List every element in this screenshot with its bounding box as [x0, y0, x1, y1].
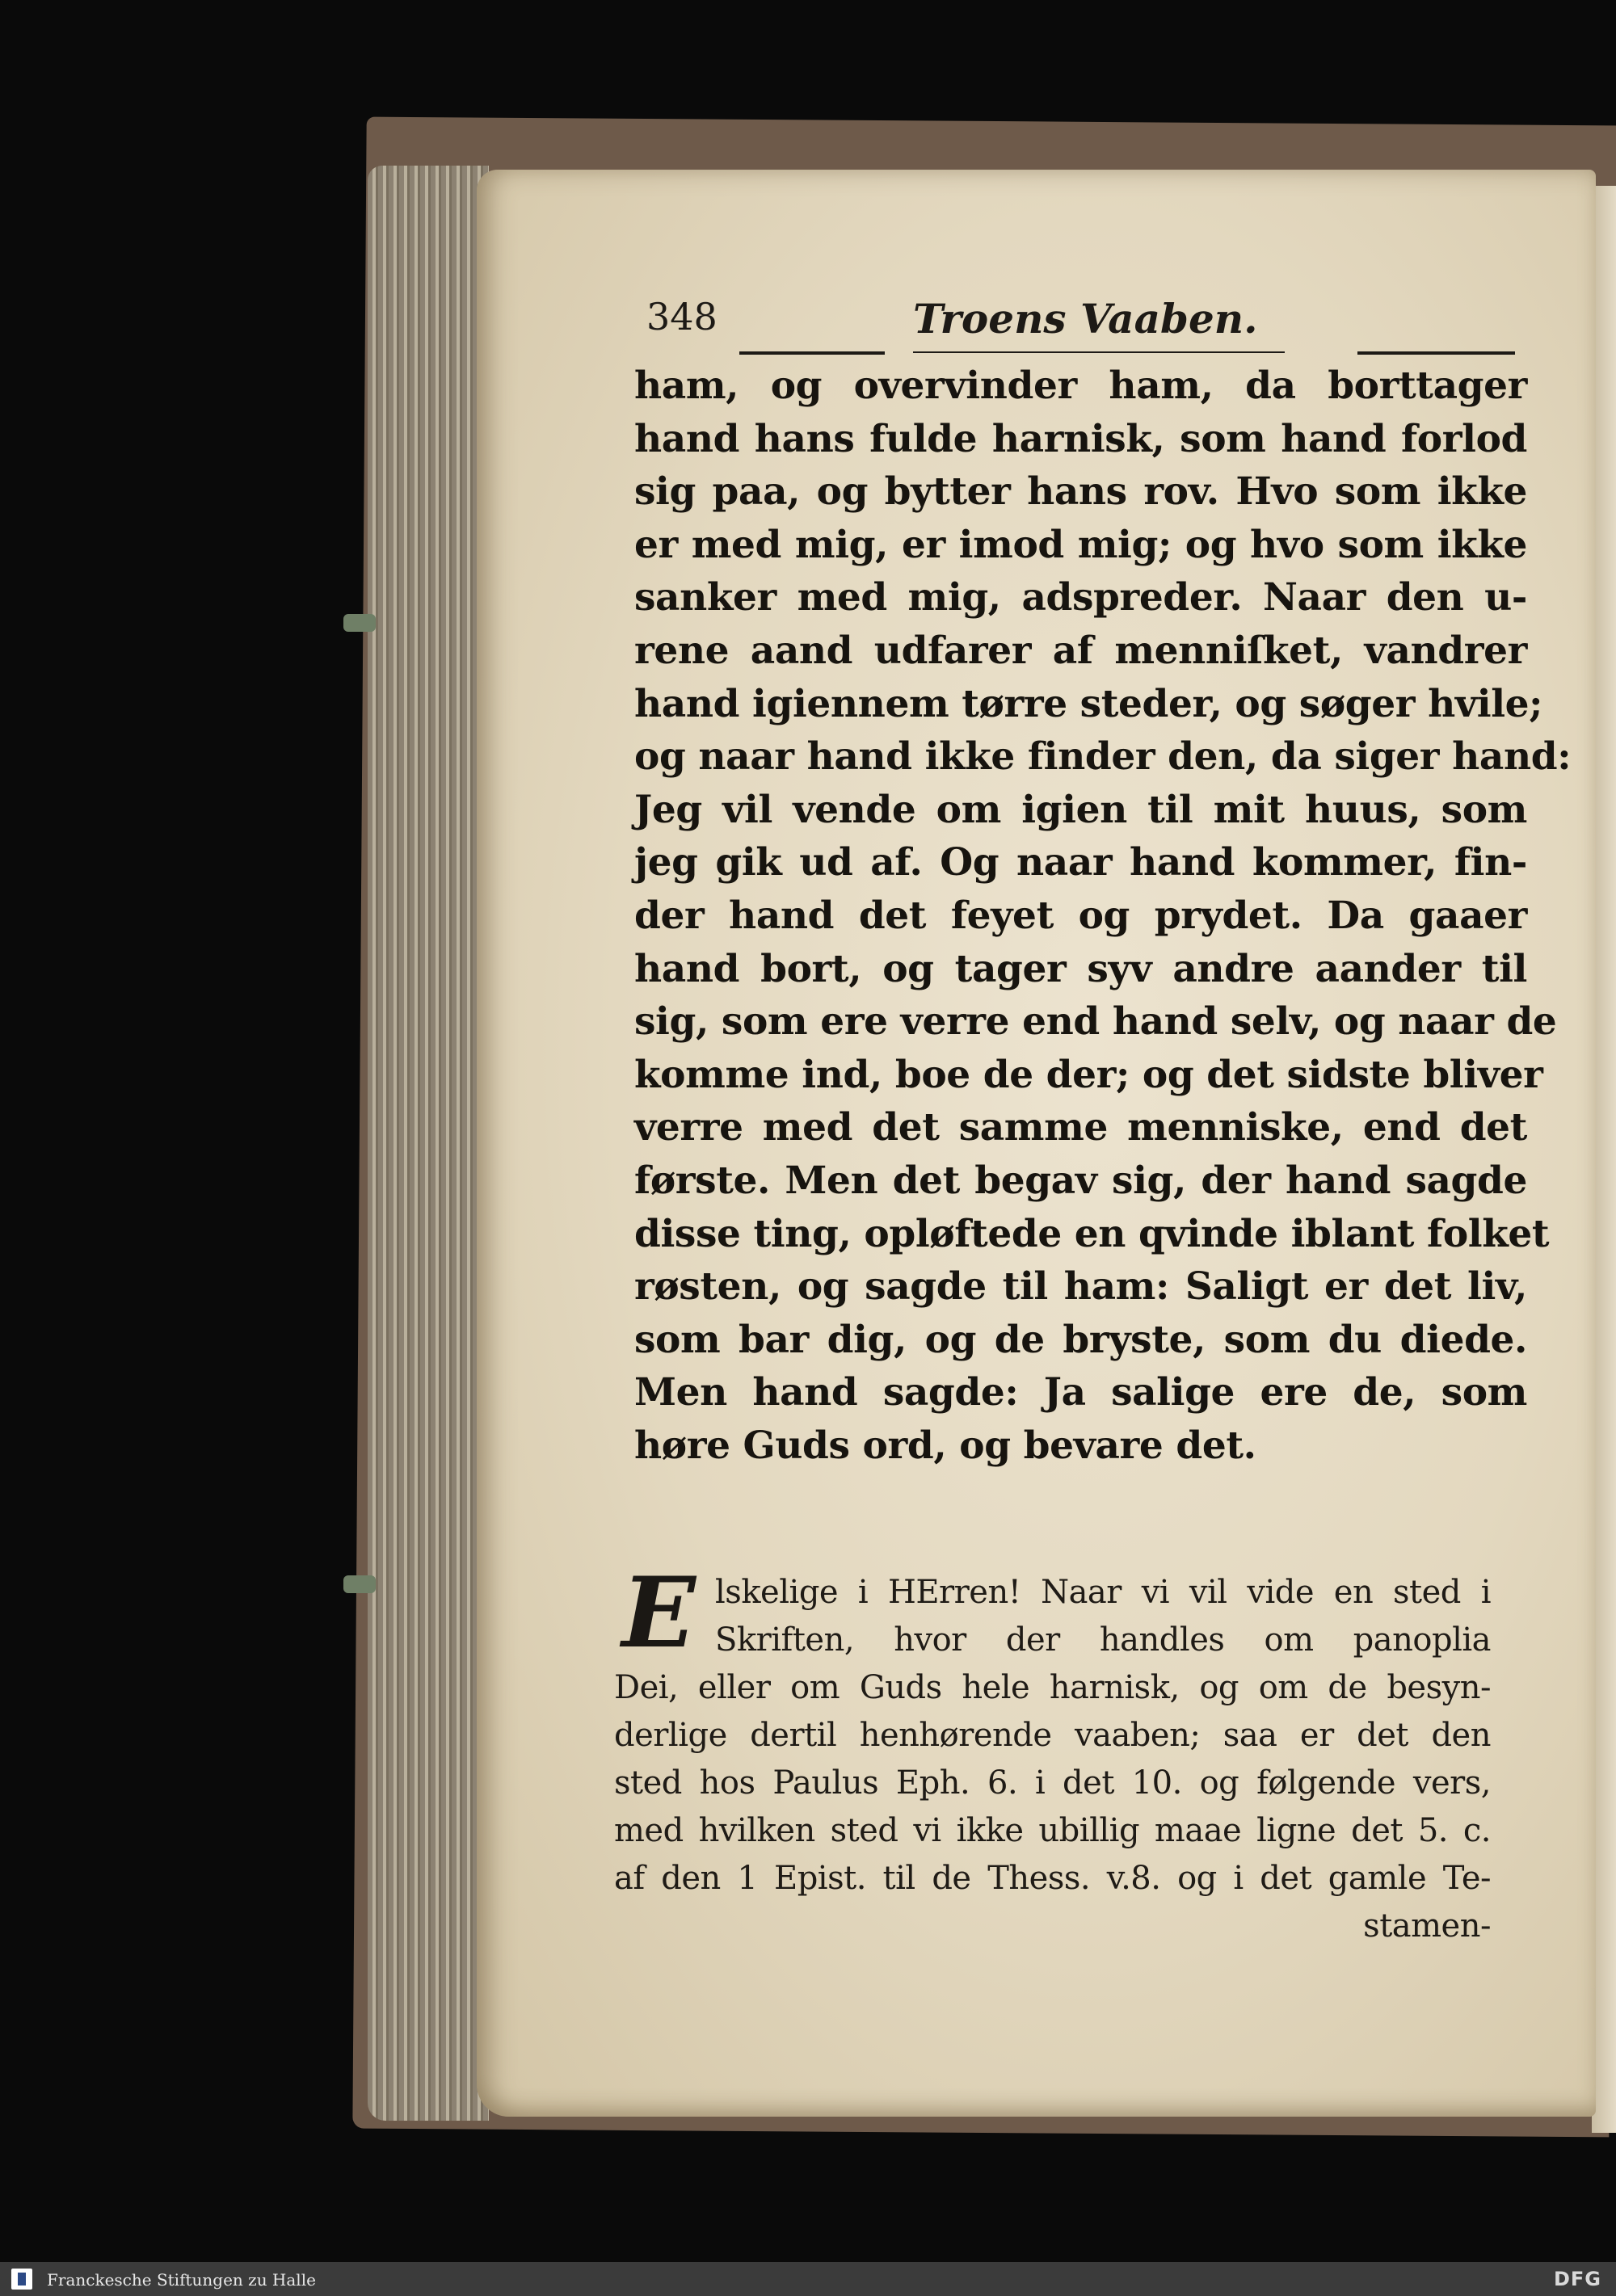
commentary-text — [614, 1556, 1491, 1950]
commentary-line: af den 1 Epist. til de Thess. v.8. og i det gamle Te- — [614, 1860, 1491, 1897]
page-number: 348 — [646, 295, 718, 339]
commentary-line: med hvilken sted vi ikke ubillig maae ligne det 5. c. — [614, 1812, 1491, 1849]
running-title: Troens Vaaben. — [913, 295, 1258, 343]
scripture-line: er med mig, er imod mig; og hvo som ikke — [634, 522, 1527, 567]
commentary-line: lskelige i HErren! Naar vi vil vide en sted i — [715, 1574, 1491, 1611]
commentary-line: Skriften, hvor der handles om panoplia — [715, 1621, 1491, 1659]
scripture-line: og naar hand ikke finder den, da siger hand: — [634, 734, 1572, 780]
scripture-line: hand igiennem tørre steder, og søger hvile; — [634, 681, 1543, 726]
scripture-line: rene aand udfarer af menniſket, vandrer — [634, 628, 1527, 673]
scripture-line: ham, og overvinder ham, da borttager — [634, 364, 1527, 408]
scripture-line: hand hans fulde harnisk, som hand forlod — [634, 416, 1527, 461]
institution-name[interactable]: Franckesche Stiftungen zu Halle — [47, 2270, 316, 2290]
scripture-line: disse ting, opløftede en qvinde iblant folket — [634, 1211, 1550, 1256]
scripture-line: Men hand sagde: Ja salige ere de, som — [634, 1370, 1527, 1415]
scripture-line: der hand det feyet og prydet. Da gaaer — [634, 893, 1527, 938]
scripture-line: høre Guds ord, og bevare det. — [634, 1423, 1256, 1468]
dfg-logo[interactable]: DFG — [1553, 2268, 1601, 2290]
drop-cap: E — [621, 1556, 696, 1670]
scripture-text — [634, 360, 1572, 1472]
scripture-line: røsten, og sagde til ham: Saligt er det liv, — [634, 1264, 1527, 1310]
header-rule — [739, 351, 885, 355]
header-rule — [913, 351, 1285, 353]
scripture-line: jeg gik ud af. Og naar hand kommer, fin- — [634, 840, 1527, 885]
scripture-line: sanker med mig, adspreder. Naar den u- — [634, 575, 1527, 620]
scripture-line: første. Men det begav sig, der hand sagde — [634, 1158, 1527, 1203]
commentary-line: sted hos Paulus Eph. 6. i det 10. og følgende vers, — [614, 1764, 1491, 1802]
scripture-line: sig paa, og bytter hans rov. Hvo som ikke — [634, 469, 1527, 515]
scripture-line: sig, som ere verre end hand selv, og naar de — [634, 999, 1557, 1045]
institution-logo-icon[interactable] — [11, 2269, 32, 2290]
page-edges — [368, 166, 489, 2121]
commentary-line: Dei, eller om Guds hele harnisk, og om de besyn- — [614, 1669, 1491, 1706]
scripture-line: Jeg vil vende om igien til mit huus, som — [634, 787, 1527, 832]
commentary-line: derlige dertil henhørende vaaben; saa er det den — [614, 1717, 1491, 1754]
page-header — [646, 295, 1527, 360]
clasp-top — [343, 614, 376, 632]
scripture-line: hand bort, og tager syv andre aander til — [634, 946, 1527, 991]
scripture-line: komme ind, boe de der; og det sidste bliver — [634, 1052, 1543, 1097]
scripture-line: verre med det samme menniske, end det — [634, 1105, 1527, 1150]
catchword: stamen- — [1363, 1907, 1491, 1945]
viewer-footer — [0, 2262, 1616, 2296]
header-rule — [1357, 351, 1515, 355]
scripture-line: som bar dig, og de bryste, som du diede. — [634, 1317, 1527, 1362]
clasp-bottom — [343, 1575, 376, 1593]
